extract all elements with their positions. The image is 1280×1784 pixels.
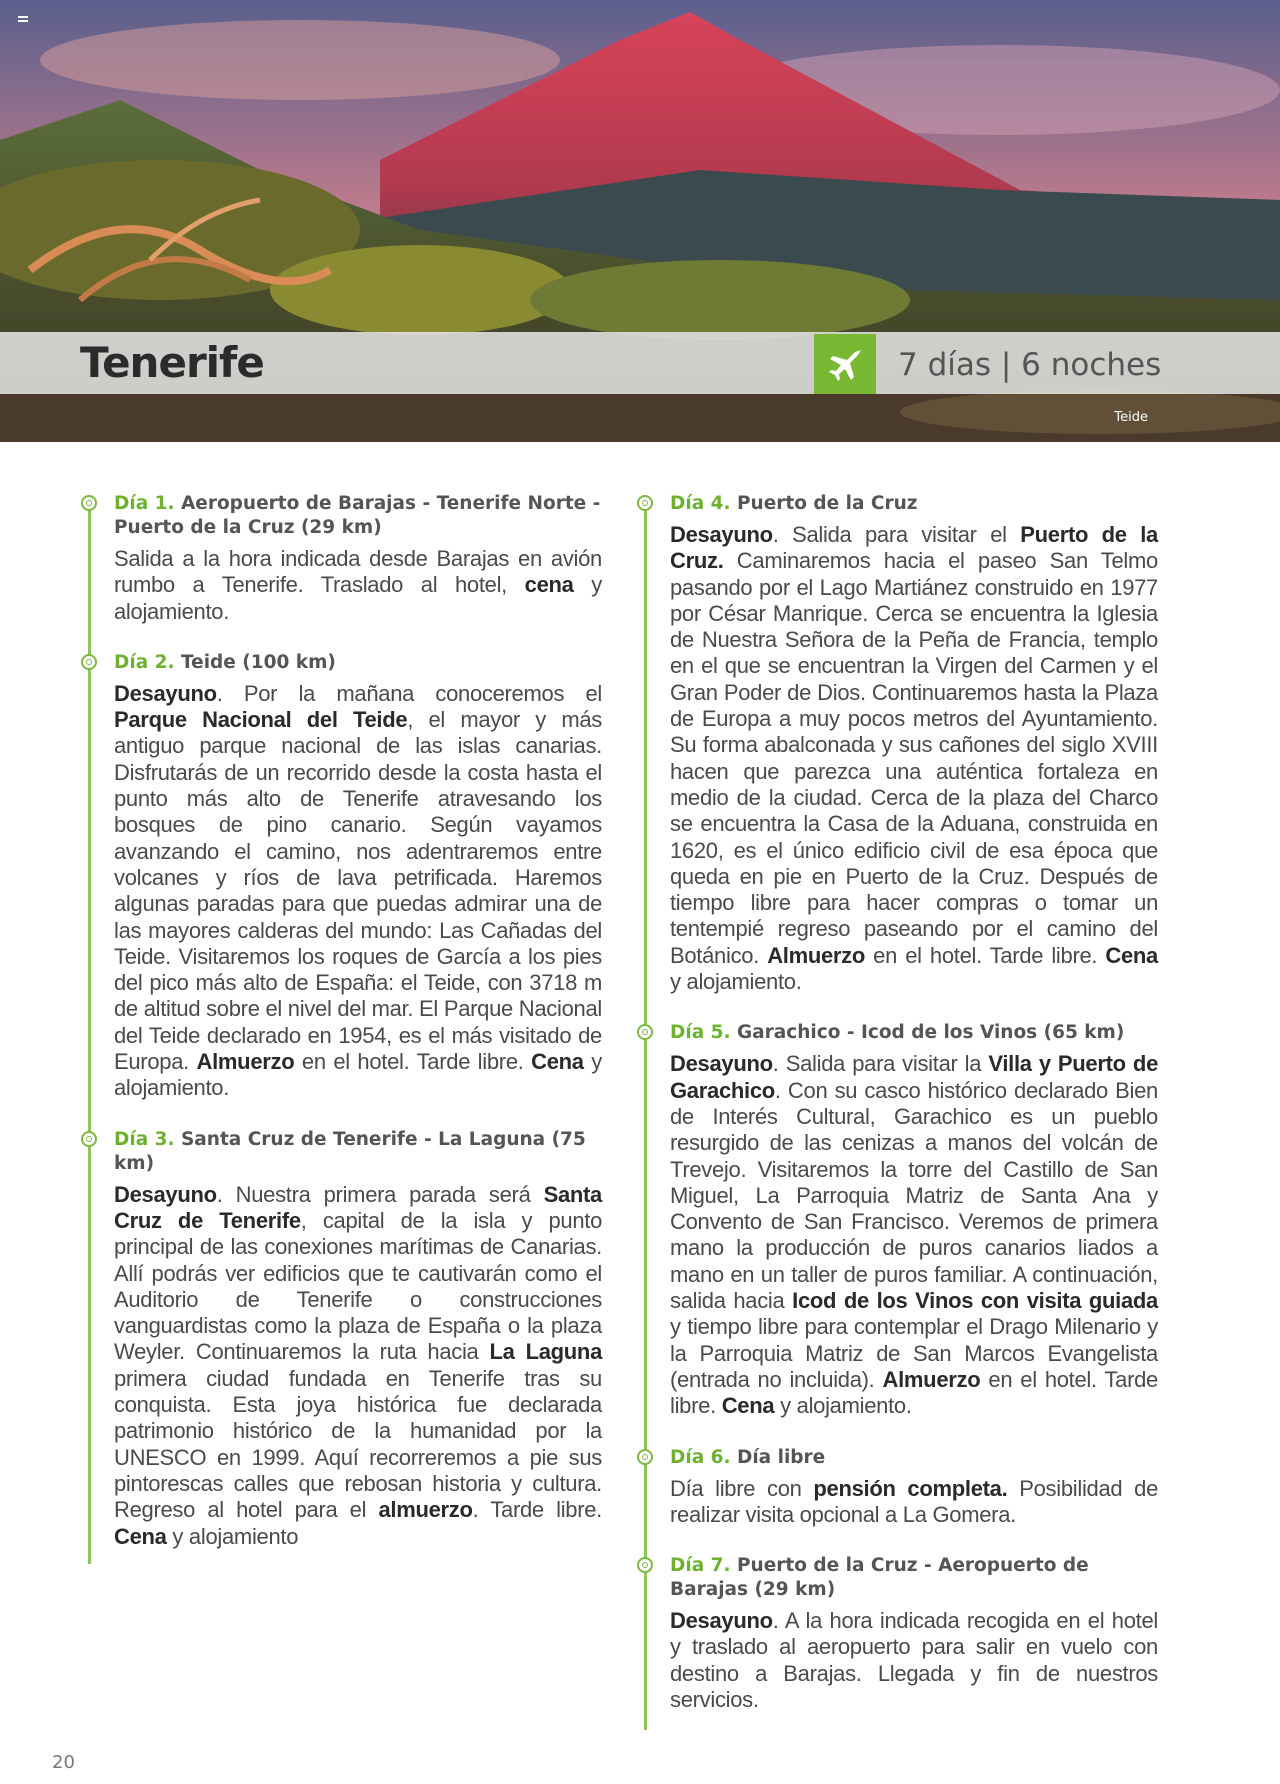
timeline-bullet-icon [637, 1449, 653, 1465]
description-highlight: Icod de los Vinos con visita guiada [792, 1288, 1158, 1314]
description-text: . Tarde libre. [472, 1497, 602, 1523]
day-heading [114, 492, 602, 540]
day-title: Puerto de la Cruz [736, 493, 918, 514]
description-text: y alojamiento [166, 1523, 299, 1549]
description-highlight: pensión completa. [813, 1475, 1008, 1501]
day-heading [114, 1128, 602, 1176]
description-text: . Salida para visitar el [772, 522, 1021, 547]
day-label: Día 3. [114, 1128, 175, 1150]
day-entry [646, 492, 1158, 995]
description-highlight: Desayuno [670, 522, 773, 547]
day-entry [646, 1021, 1158, 1419]
day-title: Puerto de la Cruz - Aeropuerto de Barajas (29 km) [670, 1555, 1089, 1601]
description-highlight: cena [524, 572, 574, 598]
description-highlight: La Laguna [489, 1339, 603, 1365]
description-text: . Salida para visitar la [772, 1051, 989, 1077]
description-text: en el hotel. Tarde libre. [294, 1049, 532, 1075]
day-title: Aeropuerto de Barajas - Tenerife Norte - Puerto de la Cruz (29 km) [114, 493, 601, 538]
description-highlight: Cena [721, 1393, 775, 1419]
day-heading [114, 651, 602, 675]
day-entry [90, 651, 602, 1102]
description-text: . Con su casco histórico declarado Bien de Interés Cultural, Garachico es un pueblo resurgido de las cenizas a manos del volcán de Trevejo. Visitaremos la torre del Castillo de San Miguel, La Parroquia Matriz de Santa Ana y Convento de San Francisco. Veremos de primera mano la producción de puros canarios liados a mano en un taller de puros familiar. A continuación, salida hacia [670, 1077, 1158, 1314]
photo-caption: Teide [1114, 410, 1148, 425]
description-text: . Nuestra primera parada será [216, 1181, 544, 1207]
description-highlight: Santa Cruz de Tenerife [114, 1181, 602, 1233]
airplane-icon [825, 344, 865, 384]
description-text: y alojamiento. [114, 1049, 602, 1101]
description-highlight: Desayuno [670, 1608, 773, 1634]
description-highlight: almuerzo [378, 1497, 473, 1523]
day-heading [670, 1554, 1158, 1602]
description-text: en el hotel. Tarde libre. [865, 942, 1106, 968]
day-title: Garachico - Icod de los Vinos (65 km) [736, 1022, 1125, 1044]
description-text: y alojamiento. [774, 1393, 912, 1419]
description-text: y alojamiento. [114, 572, 602, 624]
description-highlight: Parque Nacional del Teide [114, 707, 408, 733]
description-text: . Por la mañana conoceremos el [216, 680, 602, 706]
description-highlight: Desayuno [670, 1051, 773, 1077]
day-label: Día 1. [114, 493, 175, 514]
timeline-bullet-icon [81, 1131, 97, 1147]
timeline-bullet-icon [637, 1024, 653, 1040]
description-text: , capital de la isla y punto principal de las conexiones marítimas de Canarias. Allí podrás ver edificios que te cautivarán como el Auditorio de Tenerife o construcciones vanguardistas como la plaza de España o la plaza Weyler. Continuaremos la ruta hacia [114, 1207, 603, 1365]
description-highlight: Puerto de la Cruz. [670, 522, 1158, 574]
timeline-bullet-icon [81, 654, 97, 670]
description-highlight: Almuerzo [767, 942, 866, 968]
day-description [114, 1182, 602, 1550]
timeline-bullet-icon [81, 495, 97, 511]
day-description [670, 522, 1158, 995]
description-highlight: Cena [531, 1049, 584, 1075]
description-text: y alojamiento. [670, 969, 802, 995]
day-description [670, 1476, 1158, 1529]
day-label: Día 6. [670, 1446, 731, 1468]
description-text: Caminaremos hacia el paseo San Telmo pasando por el Lago Martiánez construido en 1977 por César Manrique. Cerca se encuentra la Iglesia de Nuestra Señora de la Peña de Francia, templo en el que se encuentran la Virgen del Carmen y el Gran Poder de Dios. Continuaremos hasta la Plaza de Europa a muy pocos metros del Ayuntamiento. Su forma abalconada y sus cañones del siglo XVIII hacen que parezca una auténtica fortaleza en medio de la ciudad. Cerca de la plaza del Charco se encuentra la Casa de la Aduana, construida en 1620, es el único edificio civil de esa época que queda en pie en Puerto de la Cruz. Después de tiempo libre para hacer compras o tomar un tentempié regreso paseando por el camino del Botánico. [670, 548, 1158, 968]
description-highlight: Desayuno [114, 680, 217, 706]
day-entry [90, 492, 602, 625]
flight-badge [814, 334, 876, 394]
description-highlight: Almuerzo [882, 1366, 981, 1392]
description-highlight: Cena [1105, 942, 1158, 968]
day-description [114, 546, 602, 625]
itinerary-column-right [646, 492, 1158, 1739]
page-number: 20 [52, 1752, 75, 1773]
day-heading [670, 1021, 1158, 1045]
day-entry [646, 1446, 1158, 1529]
day-description [670, 1051, 1158, 1419]
day-description [670, 1608, 1158, 1713]
description-highlight: Desayuno [114, 1181, 217, 1207]
day-label: Día 7. [670, 1555, 731, 1577]
day-description [114, 681, 602, 1102]
trip-duration: 7 días | 6 noches [898, 347, 1162, 383]
day-label: Día 4. [670, 493, 731, 514]
description-text: en el hotel. Tarde libre. [670, 1366, 1158, 1419]
itinerary-column-left [90, 492, 602, 1576]
day-heading [670, 492, 1158, 516]
day-entry [90, 1128, 602, 1550]
description-text: . A la hora indicada recogida en el hotel y traslado al aeropuerto para salir en vuelo con destino a Barajas. Llegada y fin de nuestros servicios. [670, 1608, 1158, 1712]
page-title: Tenerife [80, 338, 264, 387]
description-highlight: Almuerzo [196, 1049, 295, 1075]
day-heading [670, 1446, 1158, 1470]
timeline-bullet-icon [637, 1557, 653, 1573]
description-highlight: Cena [114, 1523, 167, 1549]
description-text: Salida a la hora indicada desde Barajas en avión rumbo a Tenerife. Traslado al hotel, [114, 546, 602, 598]
day-entry [646, 1554, 1158, 1713]
description-text: Posibilidad de realizar visita opcional a La Gomera. [670, 1475, 1159, 1527]
day-title: Teide (100 km) [180, 651, 336, 673]
description-text: Día libre con [670, 1475, 814, 1501]
description-text: , el mayor y más antiguo parque nacional de las islas canarias. Disfrutarás de un recorrido desde la costa hasta el punto más alto de Tenerife atravesando los bosques de pino canario. Según vayamos avanzando el camino, nos adentraremos entre volcanes y ríos de lava petrificada. Haremos algunas paradas para que puedas admirar una de las mayores calderas del mundo: Las Cañadas del Teide. Visitaremos los roques de García a los pies del pico más alto de España: el Teide, con 3718 m de altitud sobre el nivel del mar. El Parque Nacional del Teide declarado en 1954, es el más visitado de Europa. [114, 707, 602, 1075]
day-label: Día 5. [670, 1022, 731, 1044]
description-highlight: Villa y Puerto de Garachico [670, 1051, 1159, 1103]
description-text: y tiempo libre para contemplar el Drago Milenario y la Parroquia Matriz de San Marcos Evangelista (entrada no incluida). [670, 1314, 1158, 1392]
description-text: primera ciudad fundada en Tenerife tras su conquista. Esta joya histórica fue declarada patrimonio histórico de la humanidad por la UNESCO en 1999. Aquí recorreremos a pie sus pintorescas calles que rebosan historia y cultura. Regreso al hotel para el [114, 1365, 602, 1523]
timeline-bullet-icon [637, 495, 653, 511]
day-title: Santa Cruz de Tenerife - La Laguna (75 km) [114, 1128, 586, 1174]
day-title: Día libre [736, 1446, 826, 1468]
menu-icon[interactable] [18, 16, 28, 24]
day-label: Día 2. [114, 651, 175, 673]
